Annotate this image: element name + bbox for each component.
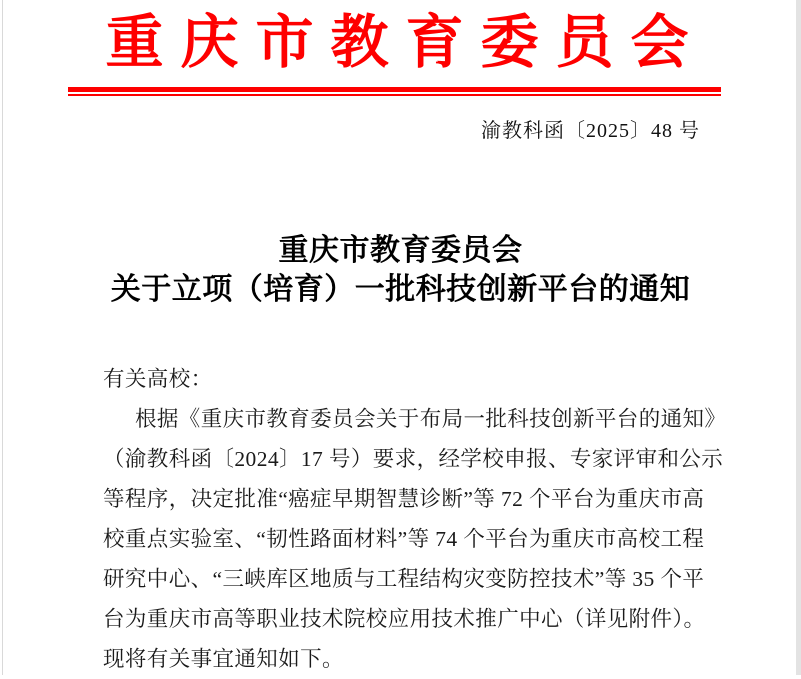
document-title: [0, 231, 801, 309]
page-left-edge-divider: [2, 0, 3, 675]
paragraph-line: 校重点实验室、“韧性路面材料”等 74 个平台为重庆市高校工程: [103, 527, 705, 551]
document-number: 渝教科函〔2025〕48 号: [481, 120, 700, 142]
paragraph-line: 台为重庆市高等职业技术院校应用技术推广中心（详见附件）。: [103, 607, 706, 631]
letterhead-agency-name: 重庆市教育委员会: [105, 10, 706, 75]
letterhead-red-divider: [68, 87, 721, 96]
document-title-line2: 关于立项（培育）一批科技创新平台的通知: [110, 273, 691, 306]
document-title-line1: 重庆市教育委员会: [278, 234, 523, 267]
paragraph-line: 研究中心、“三峡库区地质与工程结构灾变防控技术”等 35 个平: [103, 567, 705, 591]
salutation: 有关高校：: [103, 367, 213, 391]
paragraph-line: （渝教科函〔2024〕17 号）要求，经学校申报、专家评审和公示: [103, 447, 724, 471]
paragraph-line: 现将有关事宜通知如下。: [103, 647, 344, 671]
paragraph-line: 根据《重庆市教育委员会关于布局一批科技创新平台的通知》: [135, 407, 727, 431]
document-body: [103, 359, 727, 679]
paragraph-line: 等程序，决定批准“癌症早期智慧诊断”等 72 个平台为重庆市高: [103, 487, 705, 511]
scrollbar-track[interactable]: [796, 0, 801, 675]
